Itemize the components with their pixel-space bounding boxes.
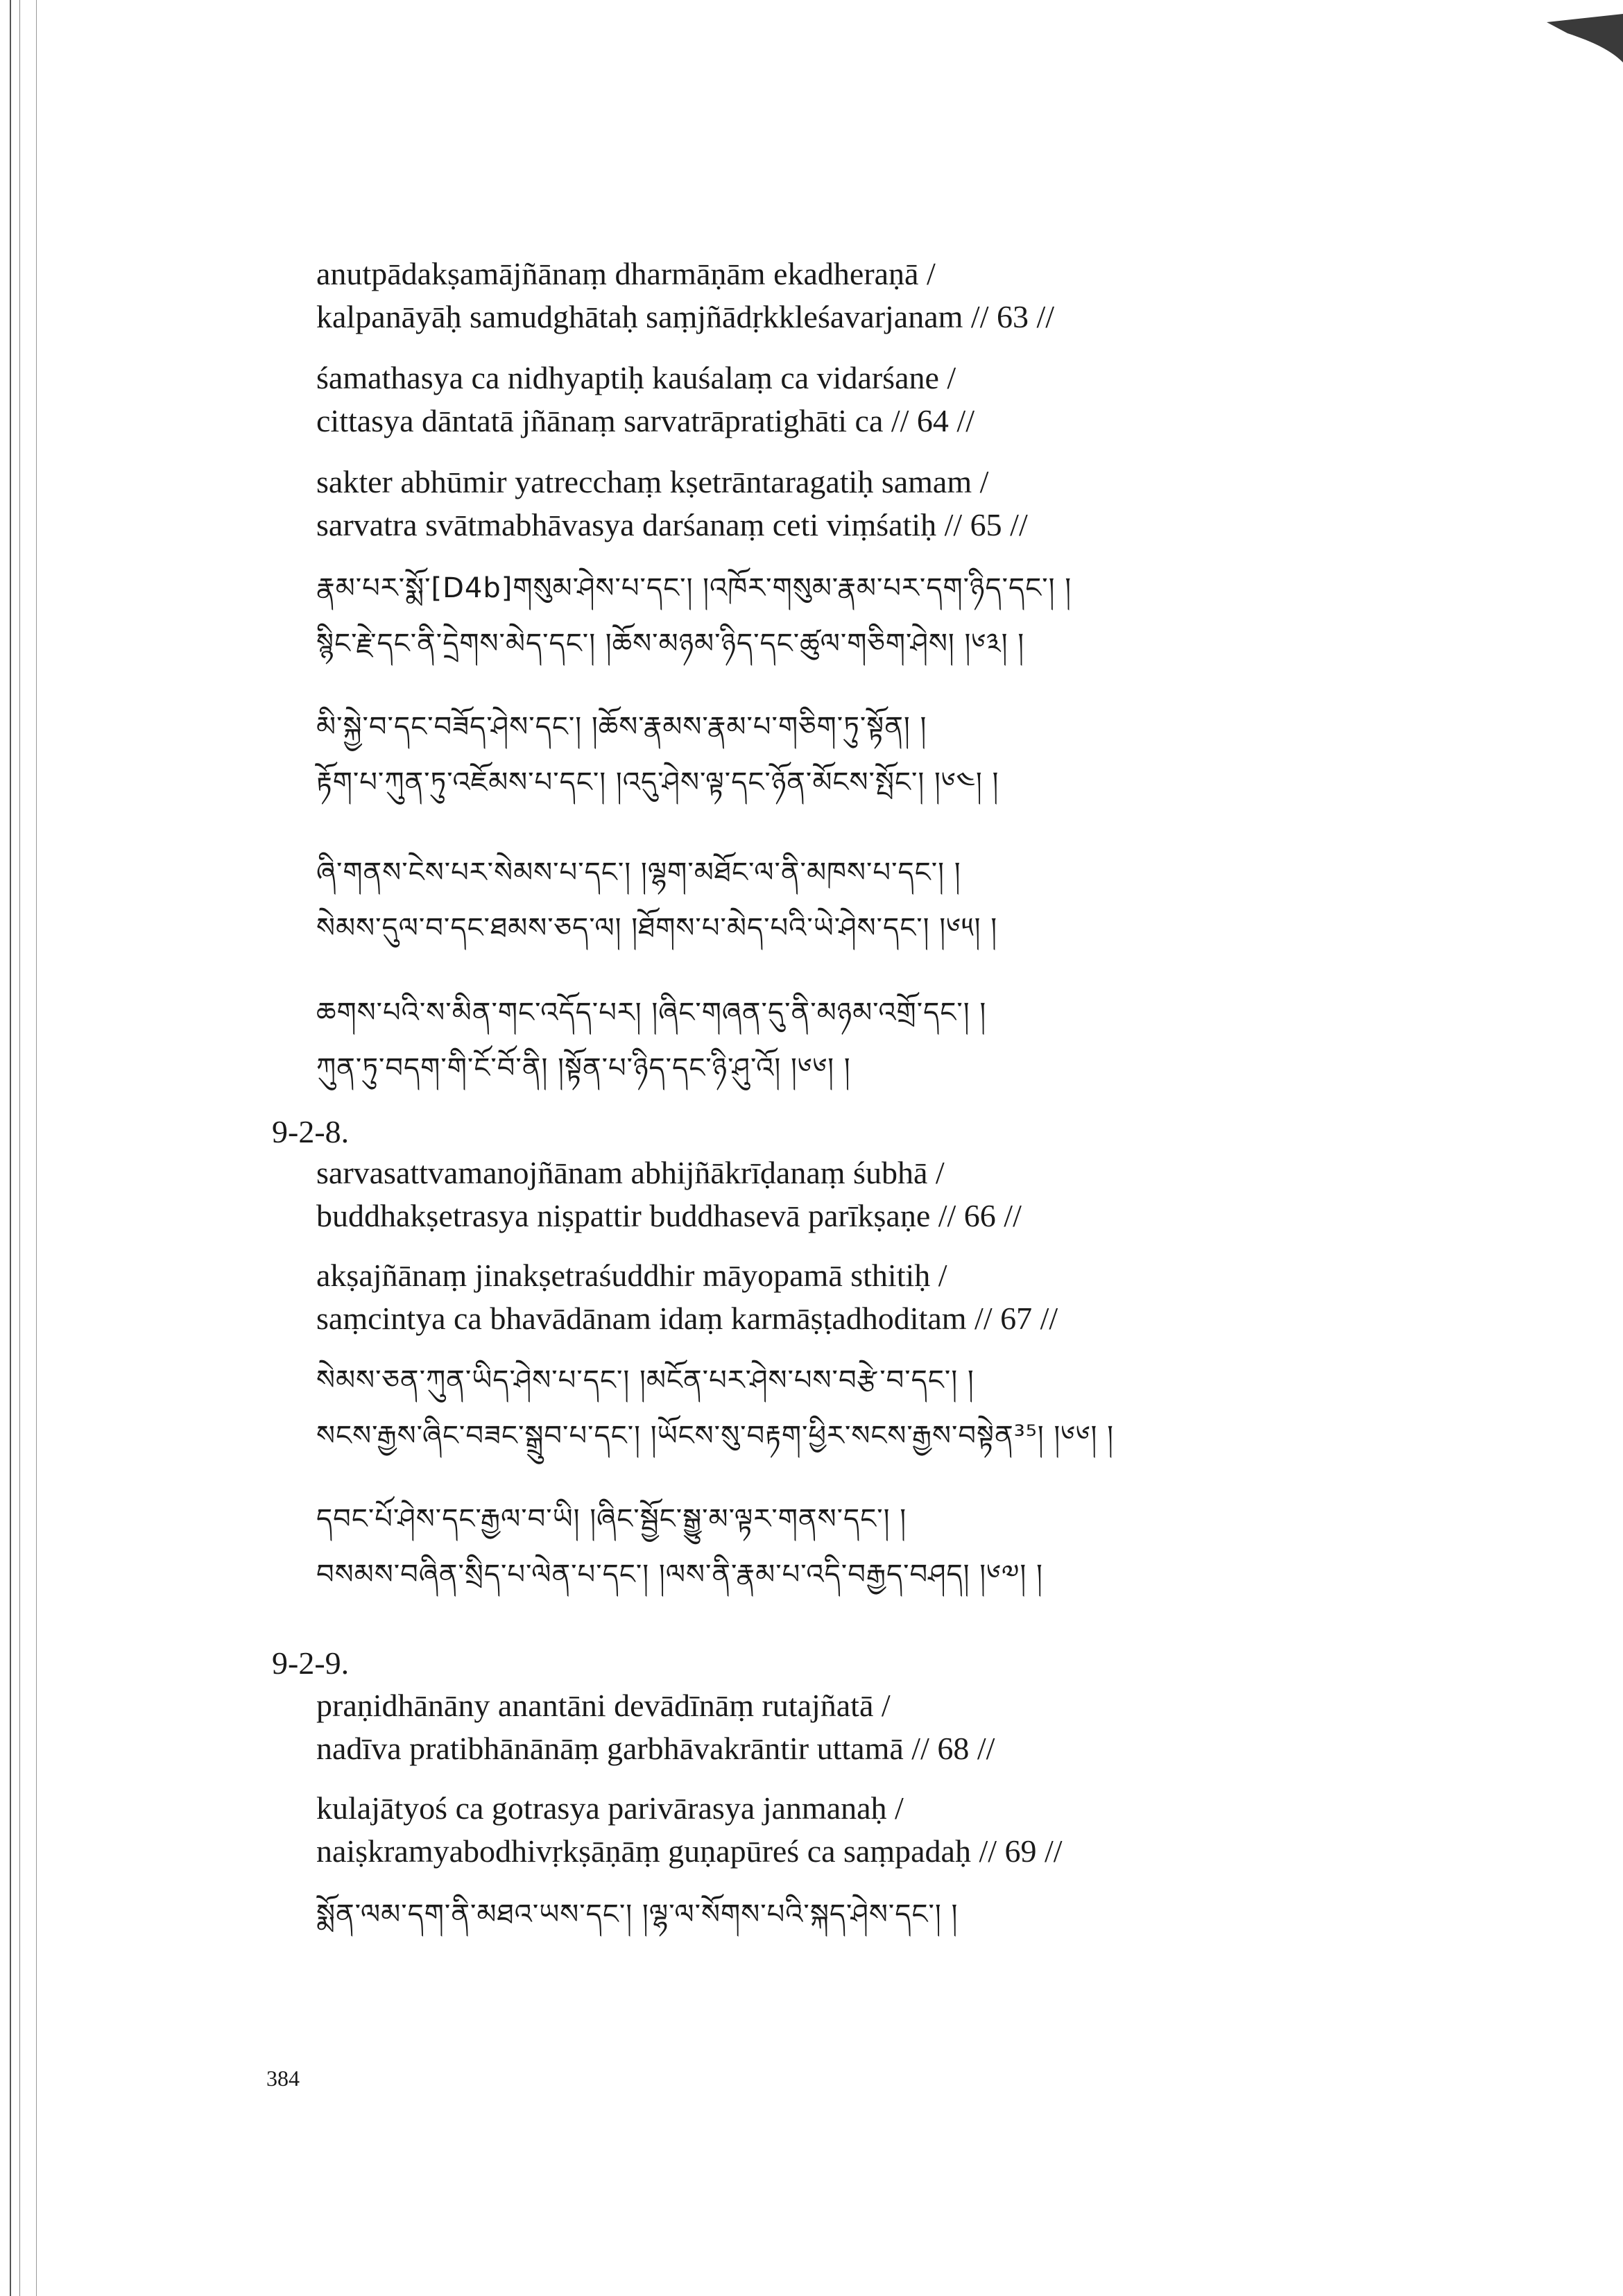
- verse-line: śamathasya ca nidhyaptiḥ kauśalaṃ ca vidarśane /: [316, 360, 956, 395]
- verse-line: naiṣkramyabodhivṛkṣāṇāṃ guṇapūreś ca saṃpadaḥ // 69 //: [316, 1833, 1063, 1869]
- sanskrit-verse: [316, 461, 1551, 547]
- verse-line: nadīva pratibhānānāṃ garbhāvakrāntir uttamā // 68 //: [316, 1731, 995, 1766]
- verse-line: sarvasattvamanojñānam abhijñākrīḍanaṃ śubhā /: [316, 1155, 945, 1190]
- page-number: 384: [266, 2066, 300, 2091]
- section-number: 9-2-9.: [272, 1645, 350, 1681]
- tibetan-line: ཆགས་པའི་ས་མིན་གང་འདོད་པར། །ཞིང་གཞན་དུ་ནི་མཉམ་འགྲོ་དང་། །: [316, 997, 987, 1029]
- tibetan-line: ཞི་གནས་ངེས་པར་སེམས་པ་དང་། །ལྷག་མཐོང་ལ་ནི་མཁས་པ་དང་། །: [316, 857, 961, 889]
- tibetan-line: དབང་པོ་ཤེས་དང་རྒྱལ་བ་ཡི། །ཞིང་སྦྱོང་སྒྱུ་མ་ལྟར་གནས་དང་། །: [316, 1503, 907, 1535]
- tibetan-line: སེམས་དུལ་བ་དང་ཐམས་ཅད་ལ། །ཐོགས་པ་མེད་པའི་ཡེ་ཤེས་དང་། །༦༥། །: [316, 912, 998, 944]
- verse-line: akṣajñānaṃ jinakṣetraśuddhir māyopamā sthitiḥ /: [316, 1258, 947, 1293]
- section-number: 9-2-8.: [272, 1114, 350, 1149]
- tibetan-verse: [316, 1887, 1537, 1942]
- verse-line: sarvatra svātmabhāvasya darśanaṃ ceti viṃśatiḥ // 65 //: [316, 507, 1028, 542]
- tibetan-verse: [316, 985, 1537, 1096]
- verse-line: praṇidhānāny anantāni devādīnāṃ rutajñatā /: [316, 1688, 891, 1723]
- tibetan-line: སེམས་ཅན་ཀུན་ཡིད་ཤེས་པ་དང་། །མངོན་པར་ཤེས་པས་བརྩེ་བ་དང་། །: [316, 1364, 974, 1396]
- verse-line: anutpādakṣamājñānaṃ dharmāṇām ekadheraṇā /: [316, 256, 936, 291]
- verse-line: saṃcintya ca bhavādānam idaṃ karmāṣṭadhoditam // 67 //: [316, 1301, 1058, 1336]
- sanskrit-verse: [316, 1254, 1551, 1340]
- binding-edge-line: [19, 0, 20, 2296]
- binding-edge-line: [10, 0, 11, 2296]
- sanskrit-verse: [316, 1787, 1551, 1873]
- tibetan-line: སྨོན་ལམ་དག་ནི་མཐའ་ཡས་དང་། །ལྷ་ལ་སོགས་པའི་སྐད་ཤེས་དང་། །: [316, 1899, 959, 1930]
- tibetan-line: རྟོག་པ་ཀུན་ཏུ་འཇོམས་པ་དང་། །འདུ་ཤེས་ལྟ་དང་ཉོན་མོངས་སྤོང་། །༦༤། །: [316, 766, 999, 798]
- tibetan-verse: [316, 1353, 1537, 1464]
- sanskrit-verse: [316, 357, 1551, 443]
- tibetan-line: མི་སྐྱེ་བ་དང་བཟོད་ཤེས་དང་། །ཆོས་རྣམས་རྣམ་པ་གཅིག་ཏུ་སྟོན། །: [316, 711, 927, 743]
- verse-line: kulajātyoś ca gotrasya parivārasya janmanaḥ /: [316, 1790, 904, 1826]
- verse-line: cittasya dāntatā jñānaṃ sarvatrāpratighāti ca // 64 //: [316, 403, 974, 438]
- verse-line: buddhakṣetrasya niṣpattir buddhasevā parīkṣaṇe // 66 //: [316, 1198, 1022, 1233]
- tibetan-verse: [316, 699, 1537, 810]
- tibetan-verse: [316, 560, 1537, 671]
- tibetan-line: བསམས་བཞིན་སྲིད་པ་ལེན་པ་དང་། །ལས་ནི་རྣམ་པ་འདི་བརྒྱད་བཤད། །༦༧། །: [316, 1559, 1043, 1591]
- scan-corner-mark: [1547, 14, 1623, 69]
- binding-edge-line: [36, 0, 37, 2296]
- sanskrit-verse: [316, 1151, 1551, 1237]
- tibetan-line: ཀུན་ཏུ་བདག་གི་ངོ་བོ་ནི། །སྟོན་པ་ཉིད་དང་ཉི་ཤུ་འོ། །༦༦། །: [316, 1052, 851, 1084]
- tibetan-verse: [316, 845, 1537, 956]
- tibetan-line: རྣམ་པར་སྨོ་[D4b]གསུམ་ཤེས་པ་དང་། །འཁོར་གསུམ་རྣམ་པར་དག་ཉིད་དང་། །: [316, 572, 1072, 604]
- tibetan-line: སྙིང་རྗེ་དང་ནི་དྲེགས་མེད་དང་། །ཆོས་མཉམ་ཉིད་དང་ཚུལ་གཅིག་ཤེས། །༦༣། །: [316, 628, 1025, 660]
- tibetan-line: སངས་རྒྱས་ཞིང་བཟང་སྒྲུབ་པ་དང་། །ཡོངས་སུ་བརྟག་ཕྱིར་སངས་རྒྱས་བསྟེན³⁵། །༦༦། །: [316, 1420, 1115, 1452]
- verse-line: sakter abhūmir yatrecchaṃ kṣetrāntaragatiḥ samam /: [316, 464, 989, 499]
- sanskrit-verse: [316, 252, 1551, 339]
- sanskrit-verse: [316, 1684, 1551, 1770]
- tibetan-verse: [316, 1491, 1537, 1602]
- verse-line: kalpanāyāḥ samudghātaḥ saṃjñādṛkkleśavarjanam // 63 //: [316, 299, 1055, 334]
